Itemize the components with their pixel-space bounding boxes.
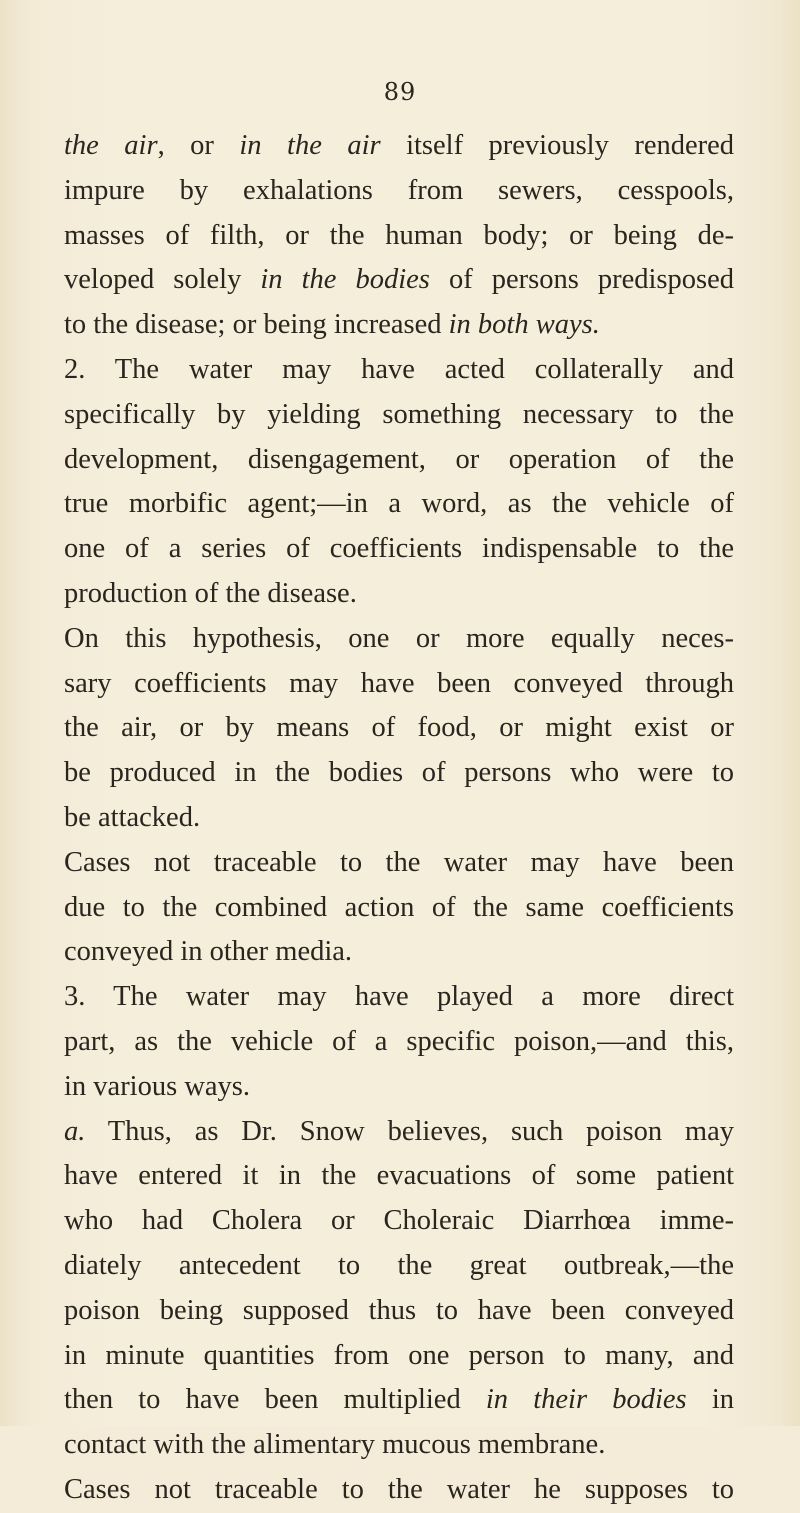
text-segment: Cases not traceable to the water he supposes to xyxy=(64,1473,734,1505)
text-line xyxy=(64,438,734,483)
text-segment: one of a series of coefficients indispensable to the xyxy=(64,533,734,565)
text-segment: part, as the vehicle of a specific poison,—and this, xyxy=(64,1025,734,1057)
text-line xyxy=(64,1154,734,1199)
page-number: 89 xyxy=(383,78,417,106)
text-segment: the air, or by means of food, or might exist or xyxy=(64,712,734,744)
text-line xyxy=(64,662,734,707)
text-line xyxy=(64,1199,734,1244)
text-segment: 2. The water may have acted collaterally and xyxy=(64,353,734,385)
text-line xyxy=(64,975,734,1020)
text-line xyxy=(64,1244,734,1289)
text-segment: due to the combined action of the same coefficients xyxy=(64,891,734,923)
text-line xyxy=(64,1334,734,1379)
text-line xyxy=(64,1110,734,1155)
text-segment: diately antecedent to the great outbreak,—the xyxy=(64,1249,734,1281)
text-line xyxy=(64,930,734,975)
text-segment: poison being supposed thus to have been conveyed xyxy=(64,1294,734,1326)
text-line xyxy=(64,303,734,348)
text-segment: itself previously rendered xyxy=(380,130,735,161)
text-line xyxy=(64,169,734,214)
text-line xyxy=(64,214,734,259)
text-line xyxy=(64,1020,734,1065)
text-segment: conveyed in other media. xyxy=(64,936,353,968)
text-segment: sary coefficients may have been conveyed through xyxy=(64,667,734,699)
text-segment: contact with the alimentary mucous membrane. xyxy=(64,1429,606,1461)
text-line xyxy=(64,1423,734,1468)
text-line xyxy=(64,393,734,438)
text-segment: veloped solely xyxy=(64,264,261,296)
italic-text: in the bodies xyxy=(260,264,430,296)
text-segment: in xyxy=(686,1384,735,1416)
text-segment: be attacked. xyxy=(64,801,201,833)
text-segment: then to have been multiplied xyxy=(64,1384,486,1416)
text-segment: of persons predisposed xyxy=(429,264,734,296)
text-segment: 3. The water may have played a more direct xyxy=(64,981,734,1013)
text-segment: , or xyxy=(157,130,240,161)
text-segment: On this hypothesis, one or more equally neces- xyxy=(64,622,734,654)
text-line xyxy=(64,482,734,527)
text-line xyxy=(64,1378,734,1423)
text-line xyxy=(64,527,734,572)
text-segment: true morbific agent;—in a word, as the vehicle of xyxy=(64,488,734,520)
text-segment: have entered it in the evacuations of some patient xyxy=(64,1160,734,1192)
text-line xyxy=(64,1468,734,1513)
text-line xyxy=(64,258,734,303)
text-line xyxy=(64,886,734,931)
italic-text: the air xyxy=(64,130,158,161)
text-segment: production of the disease. xyxy=(64,577,357,609)
text-line xyxy=(64,124,734,169)
text-segment: be produced in the bodies of persons who were to xyxy=(64,757,734,789)
text-segment: who had Cholera or Choleraic Diarrhœa imme- xyxy=(64,1205,734,1237)
text-segment: impure by exhalations from sewers, cesspools, xyxy=(64,174,734,206)
text-line xyxy=(64,1289,734,1334)
text-line xyxy=(64,617,734,662)
body-text xyxy=(64,124,734,1513)
text-segment: specifically by yielding something necessary to the xyxy=(64,398,734,430)
text-line xyxy=(64,572,734,617)
text-segment: Thus, as Dr. Snow believes, such poison may xyxy=(85,1115,734,1147)
italic-text: in their bodies xyxy=(485,1384,687,1416)
text-segment: development, disengagement, or operation of the xyxy=(64,443,734,475)
italic-text: a. xyxy=(64,1115,86,1147)
text-line xyxy=(64,796,734,841)
text-line xyxy=(64,706,734,751)
text-segment: to the disease; or being increased xyxy=(64,309,449,341)
text-line xyxy=(64,348,734,393)
text-line xyxy=(64,1065,734,1110)
text-line xyxy=(64,751,734,796)
text-segment: in minute quantities from one person to many, and xyxy=(64,1339,734,1371)
italic-text: in both ways. xyxy=(448,309,600,341)
text-segment: Cases not traceable to the water may have been xyxy=(64,846,734,878)
text-segment: masses of filth, or the human body; or being de- xyxy=(64,219,734,251)
italic-text: in the air xyxy=(239,130,381,161)
text-line xyxy=(64,841,734,886)
text-segment: in various ways. xyxy=(64,1070,251,1102)
